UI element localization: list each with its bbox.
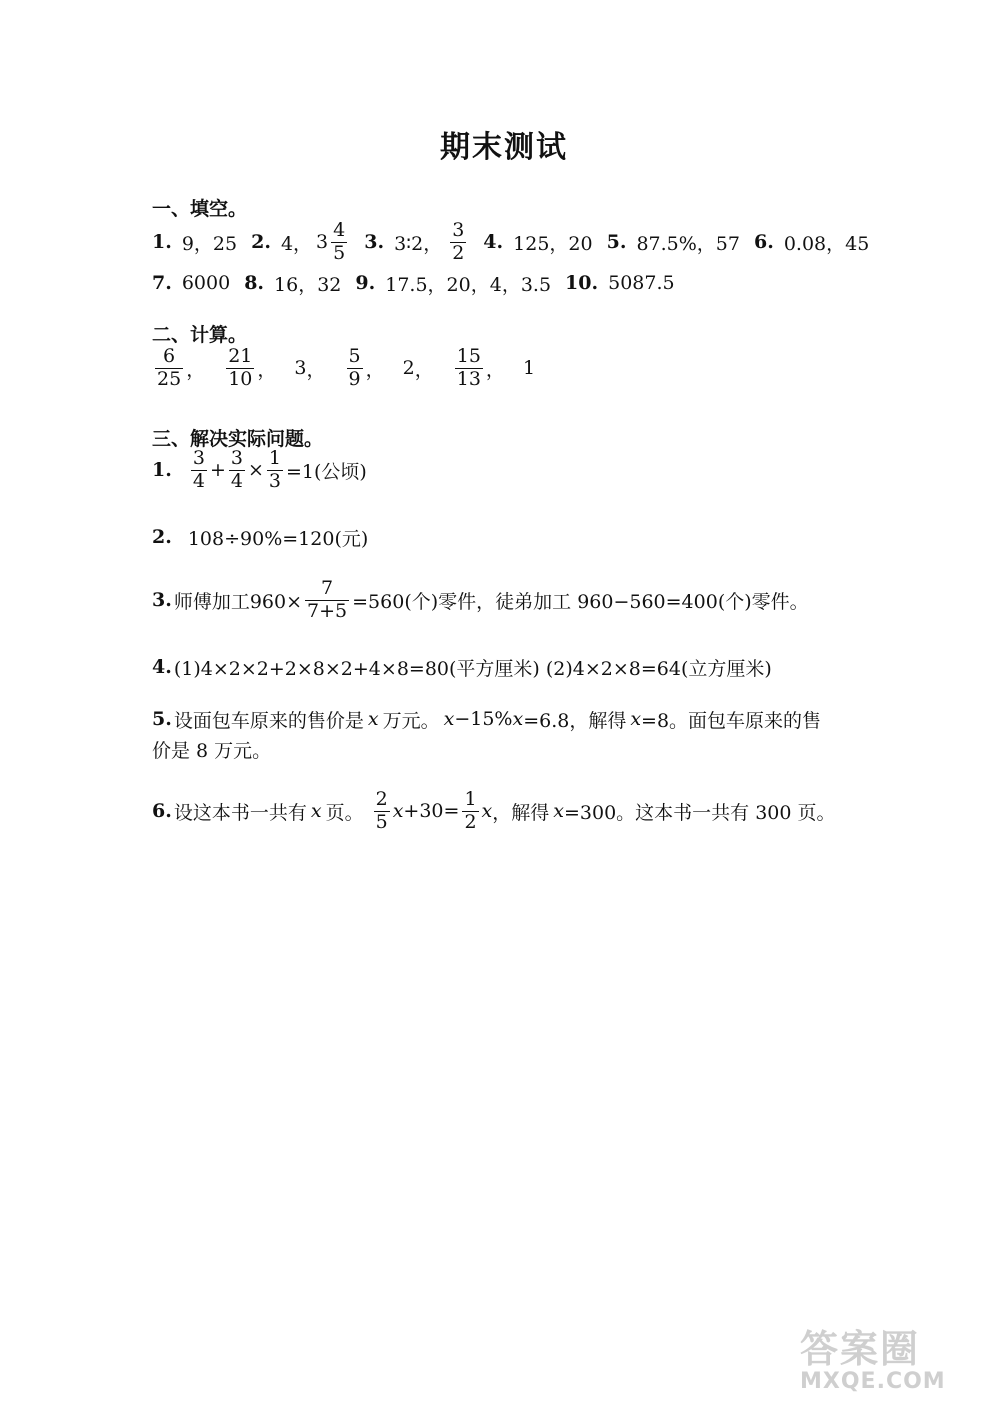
fraction <box>331 218 347 264</box>
numerator: 3 <box>230 446 243 469</box>
item-number: 4. <box>483 231 504 253</box>
value: 3 <box>294 357 307 379</box>
problem-5-line-2: 价是 8 万元。 <box>152 740 272 762</box>
page-title: 期末测试 <box>440 130 568 165</box>
text: =300。这本书一共有 300 页。 <box>563 801 836 824</box>
fraction <box>305 576 349 622</box>
item-number: 3. <box>364 231 385 253</box>
text: 万元。 <box>382 709 440 732</box>
item-number: 6. <box>152 800 172 822</box>
fraction <box>226 344 254 390</box>
variable: x <box>630 708 642 730</box>
equation: 108÷90%=120(元) <box>187 527 369 550</box>
separator: ， <box>257 358 277 381</box>
value: 1 <box>522 357 536 379</box>
fraction <box>267 446 283 492</box>
denominator: 9 <box>348 367 361 390</box>
mixed-number-whole: 3 <box>316 231 329 253</box>
variable: x <box>553 800 564 822</box>
answer-text: 6000 <box>181 272 231 294</box>
problem-5-line-1 <box>152 706 821 732</box>
numerator: 7 <box>321 576 334 599</box>
variable: x <box>512 708 524 730</box>
numerator: 21 <box>228 344 253 367</box>
problem-6 <box>152 788 836 834</box>
item-number: 8. <box>244 272 265 294</box>
answer-text: 4， <box>280 232 313 255</box>
text: =8。面包车原来的售 <box>641 709 822 732</box>
operator: + <box>209 459 226 481</box>
watermark-logo <box>800 1318 980 1398</box>
item-number: 7. <box>152 272 172 294</box>
text: ，解得 <box>492 801 550 824</box>
denominator: 4 <box>192 469 205 492</box>
text: 设面包车原来的售价是 <box>173 709 364 732</box>
equation-rest: =1(公顷) <box>285 460 367 483</box>
section-heading-calc: 二、计算。 <box>152 324 248 346</box>
item-number: 9. <box>355 272 376 294</box>
separator: ， <box>414 358 434 381</box>
section-heading-problems: 三、解决实际问题。 <box>152 428 324 450</box>
fraction <box>462 787 478 833</box>
answer-text: 0.08，45 <box>783 232 870 255</box>
watermark-url: MXQE.COM <box>800 1369 946 1394</box>
fraction <box>455 344 483 390</box>
numerator: 3 <box>192 446 205 469</box>
text: =6.8，解得 <box>523 709 627 732</box>
item-number: 5. <box>152 708 172 730</box>
separator: ， <box>485 358 505 381</box>
item-number: 6. <box>753 231 774 253</box>
operator: × <box>247 459 264 481</box>
variable: x <box>392 800 404 822</box>
problem-4 <box>152 654 772 680</box>
problem-3 <box>152 578 809 622</box>
text: 设这本书一共有 <box>173 801 307 824</box>
equation: (1)4×2×2+2×8×2+4×8=80(平方厘米) (2)4×2×8=64(立方厘米) <box>173 657 772 680</box>
value: 2 <box>402 357 415 379</box>
fill-answers-row-2 <box>152 270 675 296</box>
fill-answers-row-1 <box>152 218 870 264</box>
answer-text: 125，20 <box>513 232 593 255</box>
separator: ， <box>186 358 206 381</box>
calc-answers-row <box>152 346 535 390</box>
denominator: 10 <box>228 367 253 390</box>
answer-text: 9，25 <box>181 232 238 255</box>
item-number: 10. <box>565 272 599 294</box>
text: 页。 <box>325 801 364 824</box>
numerator: 1 <box>464 787 477 810</box>
item-number: 3. <box>152 589 172 611</box>
numerator: 5 <box>348 344 361 367</box>
answer-text: 87.5%，57 <box>636 232 740 255</box>
problem-1 <box>152 448 367 492</box>
fraction <box>191 446 207 492</box>
numerator: 2 <box>375 787 388 810</box>
denominator: 25 <box>157 367 182 390</box>
separator: ， <box>365 358 385 381</box>
fraction <box>229 446 245 492</box>
denominator: 5 <box>333 241 346 264</box>
item-number: 1. <box>152 231 172 253</box>
variable: x <box>443 708 455 730</box>
section-heading-fill: 一、填空。 <box>152 198 248 220</box>
variable: x <box>310 800 322 822</box>
item-number: 4. <box>152 656 172 678</box>
item-number: 2. <box>251 231 271 253</box>
equation-pre: 师傅加工960× <box>173 590 303 613</box>
denominator: 2 <box>452 241 465 264</box>
answer-text: 3∶2， <box>394 232 443 255</box>
numerator: 6 <box>163 344 176 367</box>
numerator: 3 <box>452 218 465 241</box>
denominator: 5 <box>375 810 388 833</box>
numerator: 1 <box>268 446 281 469</box>
denominator: 13 <box>456 367 481 390</box>
fraction <box>374 787 390 833</box>
answer-text: 17.5，20，4，3.5 <box>385 273 552 296</box>
text: −15% <box>454 708 513 730</box>
numerator: 15 <box>456 344 481 367</box>
separator: ， <box>306 358 326 381</box>
denominator: 2 <box>464 810 477 833</box>
answer-text: 16，32 <box>274 273 342 296</box>
variable: x <box>367 708 379 730</box>
denominator: 3 <box>268 469 281 492</box>
answer-text: 5087.5 <box>608 272 675 294</box>
item-number: 1. <box>152 459 172 481</box>
problem-2 <box>152 524 368 550</box>
fraction <box>450 218 466 264</box>
variable: x <box>481 800 493 822</box>
item-number: 2. <box>152 526 172 548</box>
watermark-text: 答案圈 <box>800 1327 921 1371</box>
denominator: 7+5 <box>307 599 348 622</box>
fraction <box>347 344 363 390</box>
text: +30= <box>403 800 460 822</box>
item-number: 5. <box>606 231 627 253</box>
numerator: 4 <box>333 218 346 241</box>
equation-post: =560(个)零件，徒弟加工 960−560=400(个)零件。 <box>352 590 809 613</box>
fraction <box>155 344 183 390</box>
denominator: 4 <box>230 469 243 492</box>
